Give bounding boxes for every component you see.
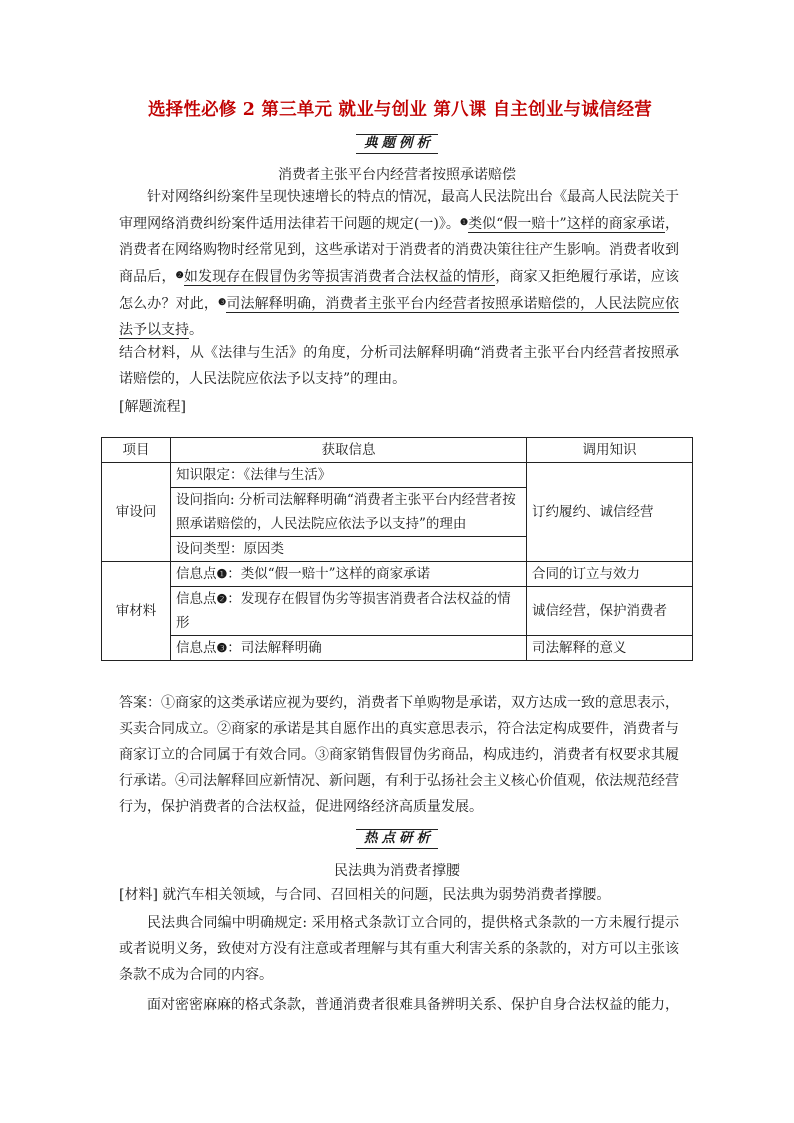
section-heading-hot xyxy=(0,827,794,849)
analysis-table xyxy=(101,437,693,661)
hot-title: 民法典为消费者撑腰 xyxy=(334,863,460,879)
table-cell xyxy=(171,562,527,587)
page-title: 选择性必修 2 第三单元 就业与创业 第八课 自主创业与诚信经营 xyxy=(147,100,653,120)
flow-label: [解题流程] xyxy=(119,399,186,415)
case-text-b: ，消费者在网络购物时经常见到，这些承诺对于消费者的消费决策往往产生影响。消费者收到商品后， xyxy=(119,216,679,285)
info-text: ：发现存在假冒伪劣等损害消费者合法权益的情形 xyxy=(176,591,511,631)
table-cell xyxy=(171,587,527,636)
marker-2: ❷ xyxy=(175,271,184,281)
case-underline-1: 类似“假一赔十”这样的商家承诺 xyxy=(468,216,665,232)
knowledge-cell: 订约履约、诚信经营 xyxy=(527,463,693,562)
hot-paragraph-1: 民法典合同编中明确规定: 采用格式条款订立合同的，提供格式条款的一方未履行提示或者说明义务，致使对方没有注意或者理解与其有重大利害关系的条款的，对方可以主张该条款不成为合同的内容。 xyxy=(119,915,679,983)
section-heading-examples xyxy=(0,132,794,154)
table-cell: 设问类型：原因类 xyxy=(171,537,527,562)
question-text: 结合材料，从《法律与生活》的角度，分析司法解释明确“消费者主张平台内经营者按照承诺赔偿的，人民法院应依法予以支持”的理由。 xyxy=(119,345,679,387)
case-title: 消费者主张平台内经营者按照承诺赔偿 xyxy=(278,167,516,183)
table-cell xyxy=(171,636,527,661)
group-label-question: 审设问 xyxy=(102,463,171,562)
group-label-material: 审材料 xyxy=(102,562,171,661)
answer-text: 答案：①商家的这类承诺应视为要约，消费者下单购物是承诺，双方达成一致的意思表示，买卖合同成立。②商家的承诺是其自愿作出的真实意思表示，符合法定构成要件，消费者与商家订立的合同属于有效合同。③商家销售假冒伪劣商品，构成违约，消费者有权要求其履行承诺。④司法解释回应新情况、新问题，有利于弘扬社会主义核心价值观，依法规范经营行为，保护消费者的合法权益，促进网络经济高质量发展。 xyxy=(119,695,679,815)
info-prefix: 信息点 xyxy=(176,566,217,582)
hot-paragraph-2: 面对密密麻麻的格式条款，普通消费者很难具备辨明关系、保护自身合法权益的能力， xyxy=(147,997,679,1013)
material-text: [材料] 就汽车相关领域，与合同、召回相关的问题，民法典为弱势消费者撑腰。 xyxy=(119,887,611,903)
knowledge-cell: 诚信经营，保护消费者 xyxy=(527,587,693,636)
case-underline-3: 司法解释明确，消费者主张平台内经营者按照承诺赔偿的，人民法院应依法予以支持 xyxy=(119,296,680,338)
case-text-c: ，商家又拒绝履行承诺，应该怎么办？对此， xyxy=(119,269,680,312)
marker-2-table: ❷ xyxy=(216,592,228,606)
case-text-a: 针对网络纠纷案件呈现快速增长的特点的情况，最高人民法院出台《最高人民法院关于审理网络消费纠纷案件适用法律若干问题的规定(一)》。 xyxy=(119,189,679,232)
info-text: ：司法解释明确 xyxy=(227,640,322,656)
marker-1: ❶ xyxy=(459,218,469,228)
info-prefix: 信息点 xyxy=(176,591,217,607)
marker-3-table: ❸ xyxy=(216,641,228,655)
case-underline-2: 如发现存在假冒伪劣等损害消费者合法权益的情形 xyxy=(183,269,496,285)
header-item: 项目 xyxy=(102,438,171,463)
table-row xyxy=(102,562,693,587)
table-row xyxy=(102,587,693,636)
knowledge-cell: 司法解释的意义 xyxy=(527,636,693,661)
table-cell: 设问指向: 分析司法解释明确“消费者主张平台内经营者按照承诺赔偿的，人民法院应依法予以支持”的理由 xyxy=(171,488,527,537)
case-paragraph xyxy=(119,184,679,343)
table-header-row xyxy=(102,438,693,463)
info-prefix: 信息点 xyxy=(176,640,217,656)
table-row xyxy=(102,636,693,661)
header-info: 获取信息 xyxy=(171,438,527,463)
marker-3: ❸ xyxy=(218,298,227,308)
marker-1-table: ❶ xyxy=(216,567,228,581)
info-text: ：类似“假一赔十”这样的商家承诺 xyxy=(227,566,431,582)
case-text-d: 。 xyxy=(189,322,203,338)
knowledge-cell: 合同的订立与效力 xyxy=(527,562,693,587)
table-cell: 知识限定：《法律与生活》 xyxy=(171,463,527,488)
section-heading-examples-text: 典题例析 xyxy=(356,134,438,154)
table-row xyxy=(102,463,693,488)
header-knowledge: 调用知识 xyxy=(527,438,693,463)
section-heading-hot-text: 热点研析 xyxy=(356,829,438,849)
